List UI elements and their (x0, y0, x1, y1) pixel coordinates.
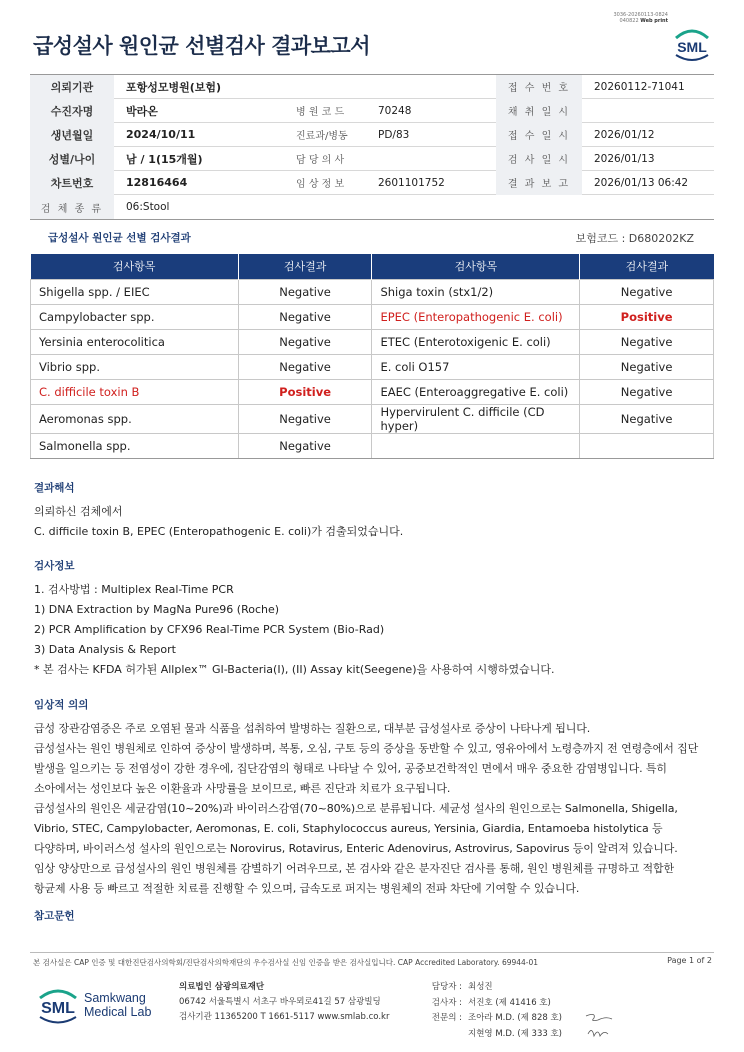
staff-row (426, 1027, 562, 1043)
table-row (31, 379, 714, 404)
logo-line2: Medical Lab (84, 1005, 152, 1019)
test-result: Negative (238, 404, 372, 433)
info-row (30, 75, 714, 99)
info-value: 2026/01/13 06:42 (594, 176, 689, 189)
column-header: 검사항목 (31, 254, 239, 279)
clinical-line: 급성 장관감염증은 주로 오염된 물과 식품을 섭취하여 발병하는 질환으로, 대부분 급성설사로 증상이 나타나게 됩니다. (34, 722, 591, 735)
sml-logo-text: SML (677, 39, 707, 55)
test-result: Negative (238, 304, 372, 329)
info-value: 2601101752 (378, 176, 445, 189)
references-section (34, 908, 75, 930)
page-title: 급성설사 원인균 선별검사 결과보고서 (33, 34, 371, 58)
print-code-line1: 3036-20260113-0824 (613, 12, 668, 18)
test-info-line: * 본 검사는 KFDA 허가된 Allplex™ GI-Bacteria(I), (II) Assay kit(Seegene)을 사용하여 시행하였습니다. (34, 663, 555, 676)
test-result: Negative (580, 279, 714, 304)
test-item: Shiga toxin (stx1/2) (372, 279, 580, 304)
org-name: 의료법인 삼광의료재단 (179, 982, 265, 992)
staff-label: 전문의 : (431, 1013, 462, 1023)
info-label: 결 과 보 고 (496, 171, 582, 195)
table-row (31, 433, 714, 458)
sml-logo-text: SML (41, 1000, 75, 1017)
test-result: Negative (238, 329, 372, 354)
test-item: Vibrio spp. (31, 354, 239, 379)
staff-value: 조아라 M.D. (제 828 호) (468, 1013, 563, 1023)
test-result: Negative (580, 329, 714, 354)
section-heading: 검사정보 (34, 560, 75, 572)
test-result: Negative (580, 354, 714, 379)
table-row (31, 354, 714, 379)
info-value: 2024/10/11 (126, 128, 196, 141)
info-value: 박라온 (126, 104, 158, 118)
interpretation-line: 의뢰하신 검체에서 (34, 505, 123, 518)
sml-logo-icon (670, 26, 714, 62)
staff-label: 검사자 : (431, 997, 462, 1008)
info-row (30, 123, 714, 147)
staff-value: 서진호 (제 41416 호) (468, 997, 551, 1008)
info-label: 채 취 일 시 (496, 99, 582, 123)
info-row (30, 171, 714, 195)
staff-row (426, 980, 562, 996)
test-item: ETEC (Enterotoxigenic E. coli) (372, 329, 580, 354)
section-heading: 임상적 의의 (34, 699, 89, 711)
test-result: Negative (238, 354, 372, 379)
logo-line1: Samkwang (84, 991, 146, 1005)
test-info-line: 3) Data Analysis & Report (34, 643, 176, 656)
test-item (372, 433, 580, 458)
interpretation-line: C. difficile toxin B, EPEC (Enteropathogenic E. coli)가 검출되었습니다. (34, 525, 404, 538)
test-info-line: 1) DNA Extraction by MagNa Pure96 (Roche) (34, 603, 280, 616)
info-value: 2026/01/13 (594, 152, 655, 165)
info-value: 12816464 (126, 176, 188, 189)
staff-value: 지현영 M.D. (제 333 호) (468, 1028, 563, 1039)
info-row (30, 147, 714, 171)
test-result: Negative (580, 379, 714, 404)
test-result: Negative (238, 433, 372, 458)
test-item: Aeromonas spp. (31, 404, 239, 433)
staff-row (426, 996, 562, 1012)
samkwang-logo-icon (36, 982, 186, 1030)
clinical-line: 소아에서는 성인보다 높은 이환율과 사망률을 보이므로, 빠른 진단과 치료가 요구됩니다. (34, 782, 451, 795)
clinical-line: 발생을 일으키는 등 전염성이 강한 경우에, 집단감염의 형태로 나타날 수 있어, 공중보건학적인 면에서 매우 중요한 감염병입니다. 특히 (34, 762, 667, 775)
column-header: 검사항목 (372, 254, 580, 279)
test-item: Campylobacter spp. (31, 304, 239, 329)
clinical-line: 급성설사의 원인은 세균감염(10~20%)과 바이러스감염(70~80%)으로 분류됩니다. 세균성 설사의 원인으로는 Salmonella, Shigella, (34, 802, 678, 815)
section-heading: 참고문헌 (34, 910, 75, 922)
info-value: 포항성모병원(보험) (126, 80, 222, 94)
test-info-line: 1. 검사방법 : Multiplex Real-Time PCR (34, 583, 234, 596)
insurance-code: 보험코드 : D680202KZ (575, 232, 694, 245)
footer-divider (30, 952, 714, 953)
info-label: 임 상 정 보 (296, 179, 345, 190)
clinical-section (34, 697, 698, 899)
table-row (31, 404, 714, 433)
test-item: Hypervirulent C. difficile (CD hyper) (372, 404, 580, 433)
table-row (31, 279, 714, 304)
info-label: 검 사 일 시 (496, 147, 582, 171)
organization-info (179, 980, 389, 1025)
info-value: 70248 (378, 104, 412, 117)
test-item-positive: C. difficile toxin B (31, 379, 239, 404)
org-contact: 검사기관 11365200 T 1661-5117 www.smlab.co.kr (179, 1012, 390, 1022)
column-header: 검사결과 (238, 254, 372, 279)
info-label: 수진자명 (30, 99, 114, 123)
test-item: Salmonella spp. (31, 433, 239, 458)
test-result: Negative (580, 404, 714, 433)
test-info-section (34, 558, 555, 680)
info-value: PD/83 (378, 128, 410, 141)
info-value: 20260112-71041 (594, 80, 685, 93)
print-code (613, 12, 668, 24)
info-label: 차트번호 (30, 171, 114, 195)
results-section-title: 급성설사 원인균 선별 검사결과 (48, 232, 191, 244)
info-row (30, 99, 714, 123)
page-number: Page 1 of 2 (667, 956, 712, 965)
column-header: 검사결과 (580, 254, 714, 279)
staff-value: 최성진 (468, 982, 493, 992)
info-label: 접 수 일 시 (496, 123, 582, 147)
accreditation-note: 본 검사실은 CAP 인증 및 대한진단검사의학회/진단검사의학재단의 우수검사실 신임 인증을 받은 검사실입니다. CAP Accredited Laboratory. 69944-01 (33, 958, 539, 967)
test-info-line: 2) PCR Amplification by CFX96 Real-Time PCR System (Bio-Rad) (34, 623, 385, 636)
interpretation-section (34, 480, 403, 542)
staff-label: 담당자 : (431, 982, 462, 992)
test-result-positive: Positive (238, 379, 372, 404)
info-label: 접 수 번 호 (496, 75, 582, 99)
org-address: 06742 서울특별시 서초구 바우뫼로41길 57 삼광빌딩 (179, 997, 381, 1007)
staff-list (426, 980, 562, 1042)
results-header-row (31, 254, 714, 279)
staff-row (426, 1011, 562, 1027)
info-value (582, 99, 714, 123)
patient-info-table (30, 74, 714, 220)
info-value (368, 147, 496, 171)
print-code-line2: 040822 (619, 18, 639, 24)
info-label: 검 체 종 류 (30, 195, 114, 219)
table-row (31, 329, 714, 354)
clinical-line: 임상 양상만으로 급성설사의 원인 병원체를 감별하기 어려우므로, 본 검사와 같은 분자진단 검사를 통해, 원인 병원체를 규명하고 적합한 (34, 862, 675, 875)
info-label: 담 당 의 사 (296, 155, 345, 166)
test-result: Negative (238, 279, 372, 304)
info-label: 진료과/병동 (296, 131, 348, 142)
print-code-web: Web print (640, 18, 668, 24)
test-item: Shigella spp. / EIEC (31, 279, 239, 304)
info-value: 남 / 1(15개월) (126, 152, 203, 166)
info-label: 성별/나이 (30, 147, 114, 171)
clinical-line: 다양하며, 바이러스성 설사의 원인으로는 Norovirus, Rotavirus, Enteric Adenovirus, Astrovirus, Sapovirus 등이 알려져 있습니다. (34, 842, 678, 855)
test-item-positive: EPEC (Enteropathogenic E. coli) (372, 304, 580, 329)
clinical-line: 급성설사는 원인 병원체로 인하여 증상이 발생하며, 복통, 오심, 구토 등의 증상을 동반할 수 있고, 영유아에서 노령층까지 전 연령층에서 집단 (34, 742, 699, 755)
info-row (30, 195, 714, 219)
info-value: 2026/01/12 (594, 128, 655, 141)
results-table (30, 254, 714, 459)
info-label: 병 원 코 드 (296, 107, 345, 118)
test-result (580, 433, 714, 458)
info-label: 생년월일 (30, 123, 114, 147)
test-item: EAEC (Enteroaggregative E. coli) (372, 379, 580, 404)
test-result-positive: Positive (580, 304, 714, 329)
section-heading: 결과해석 (34, 482, 75, 494)
test-item: Yersinia enterocolitica (31, 329, 239, 354)
signature-icon (582, 1010, 618, 1042)
test-item: E. coli O157 (372, 354, 580, 379)
info-value: 06:Stool (126, 201, 170, 213)
staff-label (426, 1027, 462, 1043)
table-row (31, 304, 714, 329)
info-label: 의뢰기관 (30, 75, 114, 99)
clinical-line: 항균제 사용 등 빠르고 적절한 치료를 진행할 수 있으며, 급속도로 퍼지는 병원체의 전파 차단에 기여할 수 있습니다. (34, 882, 580, 895)
clinical-line: Vibrio, STEC, Campylobacter, Aeromonas, E. coli, Staphylococcus aureus, Yersinia, Giardia, Entamoeba histolytica 등 (34, 822, 663, 835)
